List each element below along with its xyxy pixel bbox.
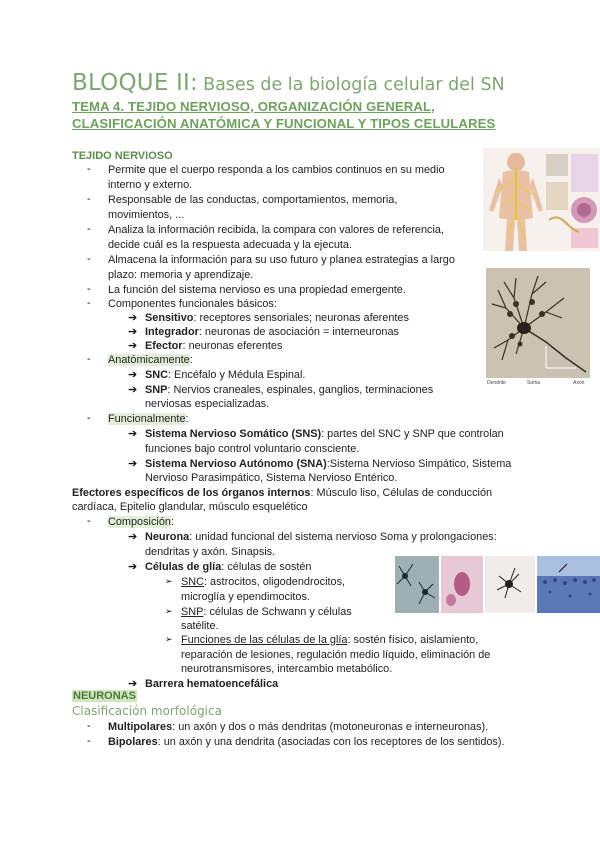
section-heading-tejido: TEJIDO NERVIOSO xyxy=(72,150,173,162)
composicion-label: Composición: xyxy=(108,516,174,528)
arrow-bullet: ➔ xyxy=(128,428,138,440)
arrow-bullet: ➔ xyxy=(128,326,138,338)
figure-label-soma: Soma xyxy=(527,380,541,386)
glia-funciones-line-cont2: neurotransmisores, intercambio metabólico. xyxy=(181,663,393,675)
bullet-dash: - xyxy=(87,253,91,265)
bullet-dash: - xyxy=(87,193,91,205)
neuron-golgi-figure xyxy=(486,268,590,378)
component-sensitivo: Sensitivo: receptores sensoriales; neuronas aferentes xyxy=(145,312,409,324)
glial-cells-figure xyxy=(395,556,600,613)
snc-line: SNC: Encéfalo y Médula Espinal. xyxy=(145,369,306,381)
neurona-line: Neurona: unidad funcional del sistema nervioso Soma y prolongaciones: xyxy=(145,531,497,543)
figure-label-dendrite: Dendrite xyxy=(487,380,506,386)
title-subject: Bases de la biología celular del SN xyxy=(203,75,505,95)
subheading-clasificacion: Clasificación morfológica xyxy=(72,704,222,718)
page-title xyxy=(72,70,505,96)
component-integrador: Integrador: neuronas de asociación = interneuronas xyxy=(145,326,399,338)
text-line: Analiza la información recibida, la compara con valores de referencia, xyxy=(108,224,444,236)
anatomicamente-label: Anatómicamente: xyxy=(108,354,193,366)
bullet-dash: - xyxy=(87,412,91,424)
tema-heading-line2: CLASIFICACIÓN ANATÓMICA Y FUNCIONAL Y TIPOS CELULARES xyxy=(72,116,496,131)
text-line: movimientos, ... xyxy=(108,209,185,221)
arrow-bullet: ➔ xyxy=(128,531,138,543)
bullet-dash: - xyxy=(87,223,91,235)
bullet-dash: - xyxy=(87,283,91,295)
glia-snc-line: SNC: astrocitos, oligodendrocitos, xyxy=(181,576,346,588)
section-heading-neuronas: NEURONAS xyxy=(73,690,136,702)
tema-heading-line1: TEMA 4. TEJIDO NERVIOSO, ORGANIZACIÓN GENERAL, xyxy=(72,99,435,114)
nervous-system-figure xyxy=(483,148,600,251)
sna-line: Sistema Nervioso Autónomo (SNA):Sistema Nervioso Simpático, Sistema xyxy=(145,458,512,470)
multipolares-line: Multipolares: un axón y dos o más dendritas (motoneuronas e interneuronas). xyxy=(108,721,489,733)
sns-line: Sistema Nervioso Somático (SNS): partes del SNC y SNP que controlan xyxy=(145,428,504,440)
text-line: interno y externo. xyxy=(108,179,193,191)
bullet-dash: - xyxy=(87,353,91,365)
component-efector: Efector: neuronas eferentes xyxy=(145,340,283,352)
title-block: BLOQUE II: xyxy=(72,70,198,96)
figure-label-axon: Axon xyxy=(573,380,585,386)
bullet-dash: - xyxy=(87,163,91,175)
text-line: Componentes funcionales básicos: xyxy=(108,298,277,310)
funcionalmente-label: Funcionalmente: xyxy=(108,413,189,425)
bullet-dash: - xyxy=(87,297,91,309)
glia-snp-line: SNP: células de Schwann y células xyxy=(181,606,352,618)
bipolares-line: Bipolares: un axón y una dendrita (asociadas con los receptores de los sentidos). xyxy=(108,736,505,748)
text-line: Responsable de las conductas, comportamientos, memoria, xyxy=(108,194,398,206)
glia-snp-line-cont: satélite. xyxy=(181,620,219,632)
glia-funciones-line-cont: reparación de lesiones, regulación medio líquido, eliminación de xyxy=(181,649,491,661)
text-line: Permite que el cuerpo responda a los cambios continuos en su medio xyxy=(108,164,445,176)
arrow-bullet: ➔ xyxy=(128,369,138,381)
arrow-bullet: ➔ xyxy=(128,458,138,470)
text-line: decide cuál es la respuesta adecuada y la ejecuta. xyxy=(108,239,352,251)
text-line: plazo: memoria y aprendizaje. xyxy=(108,269,254,281)
triangle-bullet: ➢ xyxy=(165,576,173,586)
barrera-line: Barrera hematoencefálica xyxy=(145,678,279,690)
triangle-bullet: ➢ xyxy=(165,634,173,644)
glia-line: Células de glía: células de sostén xyxy=(145,561,312,573)
sna-line-cont: Nervioso Parasimpático, Sistema Nervioso Entérico. xyxy=(145,472,398,484)
arrow-bullet: ➔ xyxy=(128,340,138,352)
arrow-bullet: ➔ xyxy=(128,561,138,573)
bullet-dash: - xyxy=(87,515,91,527)
glia-funciones-line: Funciones de las células de la glía: sostén físico, aislamiento, xyxy=(181,634,479,646)
efectores-line-cont: cardíaca, Epitelio glandular, músculo esquelético xyxy=(72,501,308,513)
glia-snc-line-cont: microglía y ependimocitos. xyxy=(181,591,310,603)
arrow-bullet: ➔ xyxy=(128,678,138,690)
arrow-bullet: ➔ xyxy=(128,384,138,396)
text-line: La función del sistema nervioso es una propiedad emergente. xyxy=(108,284,406,296)
snp-line-cont: nerviosas especializadas. xyxy=(145,398,270,410)
arrow-bullet: ➔ xyxy=(128,312,138,324)
neurona-line-cont: dendritas y axón. Sinapsis. xyxy=(145,546,276,558)
sns-line-cont: funciones bajo control voluntario consciente. xyxy=(145,443,360,455)
efectores-line: Efectores específicos de los órganos internos: Músculo liso, Células de conducción xyxy=(72,487,493,499)
text-line: Almacena la información para su uso futuro y planea estrategias a largo xyxy=(108,254,455,266)
snp-line: SNP: Nervios craneales, espinales, ganglios, terminaciones xyxy=(145,384,434,396)
triangle-bullet: ➢ xyxy=(165,606,173,616)
bullet-dash: - xyxy=(87,720,91,732)
bullet-dash: - xyxy=(87,735,91,747)
